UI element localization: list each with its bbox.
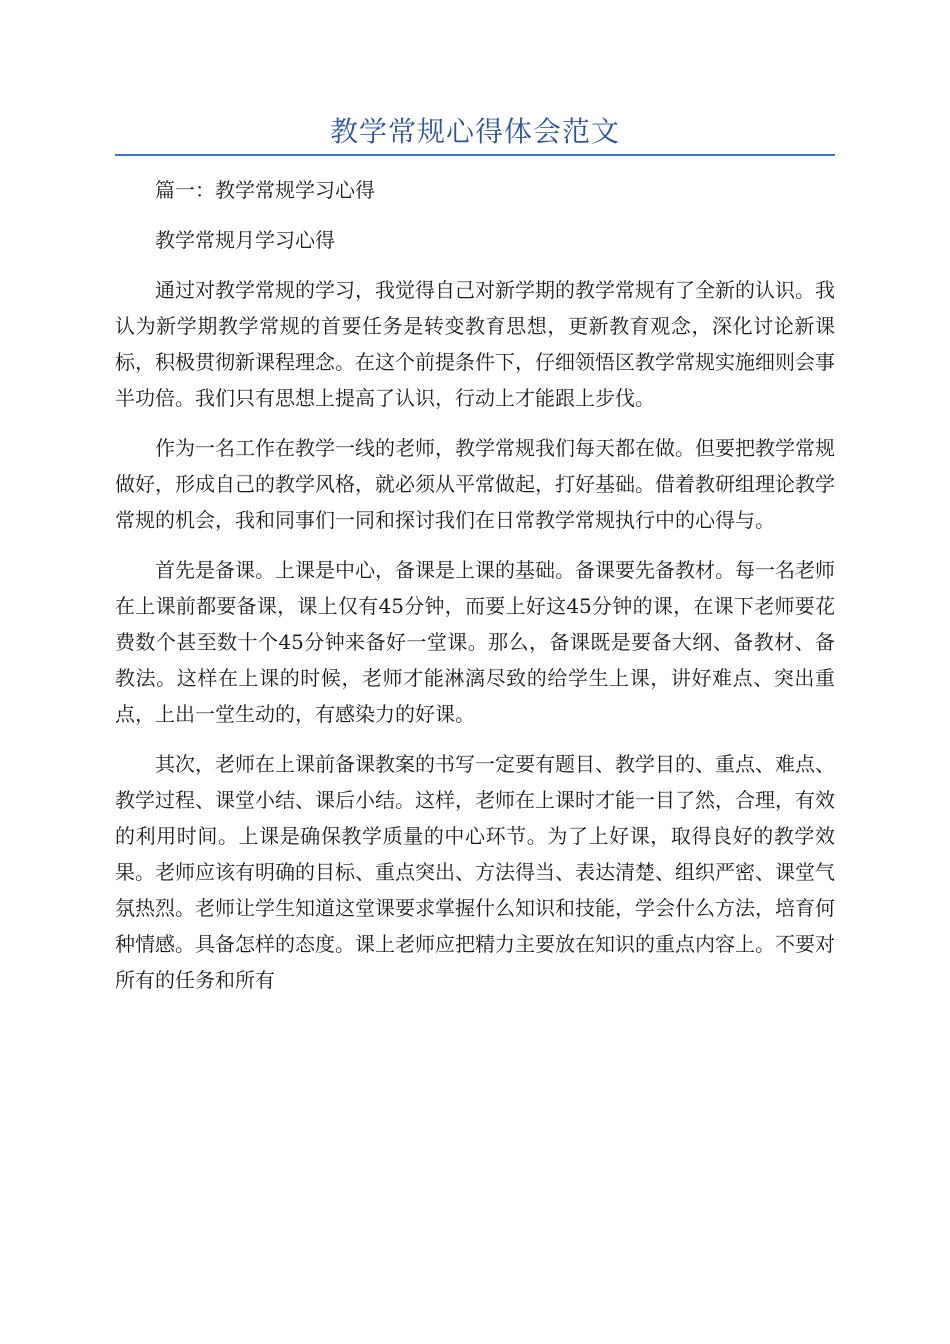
- body-paragraph: 作为一名工作在教学一线的老师，教学常规我们每天都在做。但要把教学常规做好，形成自己的教学风格，就必须从平常做起，打好基础。借着教研组理论教学常规的机会，我和同事们一同和探讨我们在日常教学常规执行中的心得与。: [115, 436, 835, 532]
- section-heading: 篇一：教学常规学习心得: [155, 178, 375, 202]
- body-paragraph: 其次，老师在上课前备课教案的书写一定要有题目、教学目的、重点、难点、教学过程、课堂小结、课后小结。这样，老师在上课时才能一目了然，合理，有效的利用时间。上课是确保教学质量的中心环节。为了上好课，取得良好的教学效果。老师应该有明确的目标、重点突出、方法得当、表达清楚、组织严密、课堂气氛热烈。老师让学生知道这堂课要求掌握什么知识和技能，学会什么方法，培育何种情感。具备怎样的态度。课上老师应把精力主要放在知识的重点内容上。不要对所有的任务和所有: [115, 752, 835, 992]
- subsection-heading: 教学常规月学习心得: [155, 228, 335, 252]
- title-underline-rule: [115, 154, 835, 156]
- body-paragraph: 首先是备课。上课是中心，备课是上课的基础。备课要先备教材。每一名老师在上课前都要备课，课上仅有45分钟，而要上好这45分钟的课，在课下老师要花费数个甚至数十个45分钟来备好一堂课。那么，备课既是要备大纲、备教材、备教法。这样在上课的时候，老师才能淋漓尽致的给学生上课，讲好难点、突出重点，上出一堂生动的，有感染力的好课。: [115, 558, 835, 726]
- body-paragraph: 通过对教学常规的学习，我觉得自己对新学期的教学常规有了全新的认识。我认为新学期教学常规的首要任务是转变教育思想，更新教育观念，深化讨论新课标，积极贯彻新课程理念。在这个前提条件下，仔细领悟区教学常规实施细则会事半功倍。我们只有思想上提高了认识，行动上才能跟上步伐。: [115, 278, 835, 410]
- document-title: 教学常规心得体会范文: [329, 115, 620, 148]
- document-body: [115, 172, 835, 1012]
